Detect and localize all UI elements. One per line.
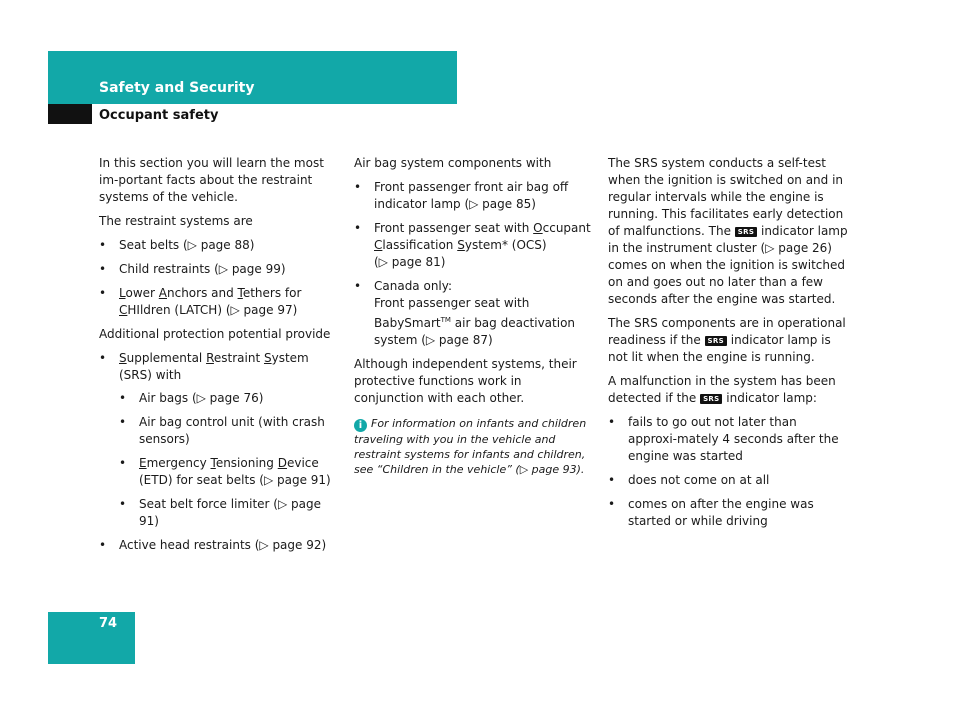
list-item-etd: • Emergency Tensioning Device (ETD) for seat belts (▷ page 91) — [119, 455, 339, 489]
srs-indicator-icon: SRS — [700, 394, 722, 404]
list-item-seat-belts: • Seat belts (▷ page 88) — [99, 237, 339, 254]
column-3 — [608, 155, 848, 537]
list-item-ocs: • Front passenger seat with Occupant Classification System* (OCS) (▷ page 81) — [354, 220, 594, 271]
info-note — [354, 416, 594, 477]
subsection-marker — [48, 104, 92, 124]
list-item-comes-on-after: • comes on after the engine was started or while driving — [608, 496, 848, 530]
page-number-box — [48, 612, 135, 664]
column-1 — [99, 155, 339, 561]
selftest-paragraph: The SRS system conducts a self-test when the ignition is switched on and in regular intervals while the engine is running. This facilitates early detection of malfunctions. The SRS indicator lamp in the instrument cluster (▷ page 26) comes on when the ignition is switched on and goes out no later than a few seconds after the engine was started. — [608, 156, 848, 306]
malfunction-paragraph: A malfunction in the system has been detected if the SRS indicator lamp: — [608, 374, 836, 405]
list-item-head-restraints: • Active head restraints (▷ page 92) — [99, 537, 339, 554]
intro-paragraph: In this section you will learn the most im-portant facts about the restraint systems of the vehicle. — [99, 156, 324, 204]
info-note-text: For information on infants and children traveling with you in the vehicle and restraint systems for infants and children, see “Children in the vehicle” (▷ page 93). — [354, 417, 587, 476]
list-item-fails: • fails to go out not later than approxi-mately 4 seconds after the engine was started — [608, 414, 848, 465]
srs-sublist — [119, 390, 339, 530]
components-list — [354, 179, 594, 349]
list-item-not-come-on: • does not come on at all — [608, 472, 848, 489]
additional-list — [99, 350, 339, 554]
list-item-srs: • Supplemental Restraint System (SRS) with • Air bags (▷ page 76) • Air bag control unit (with crash sensors) • Emergency Tensioning Device (ETD) for seat belts (▷ page 91) • Seat belt force limiter (▷ page 91) — [99, 350, 339, 530]
list-item-indicator-lamp: • Front passenger front air bag off indicator lamp (▷ page 85) — [354, 179, 594, 213]
list-item-force-limiter: • Seat belt force limiter (▷ page 91) — [119, 496, 339, 530]
additional-heading: Additional protection potential provide — [99, 327, 331, 341]
srs-indicator-icon: SRS — [735, 227, 757, 237]
subsection-title: Occupant safety — [99, 108, 219, 123]
restraint-heading: The restraint systems are — [99, 214, 253, 228]
malfunction-list — [608, 414, 848, 530]
list-item-child-restraints: • Child restraints (▷ page 99) — [99, 261, 339, 278]
list-item-air-bags: • Air bags (▷ page 76) — [119, 390, 339, 407]
components-heading: Air bag system components with — [354, 156, 552, 170]
info-icon: i — [354, 419, 367, 432]
list-item-air-bag-control-unit: • Air bag control unit (with crash sensors) — [119, 414, 339, 448]
operational-paragraph: The SRS components are in operational readiness if the SRS indicator lamp is not lit when the engine is running. — [608, 316, 846, 364]
independent-paragraph: Although independent systems, their protective functions work in conjunction with each other. — [354, 357, 577, 405]
page-number: 74 — [99, 616, 118, 631]
restraint-list — [99, 237, 339, 319]
section-title: Safety and Security — [99, 80, 255, 96]
list-item-latch: • Lower Anchors and Tethers for CHIldren (LATCH) (▷ page 97) — [99, 285, 339, 319]
list-item-canada: • Canada only: Front passenger seat with BabySmart™ air bag deactivation system (▷ page 87) — [354, 278, 594, 349]
header-band — [48, 51, 457, 104]
srs-indicator-icon: SRS — [705, 336, 727, 346]
column-2 — [354, 155, 594, 477]
